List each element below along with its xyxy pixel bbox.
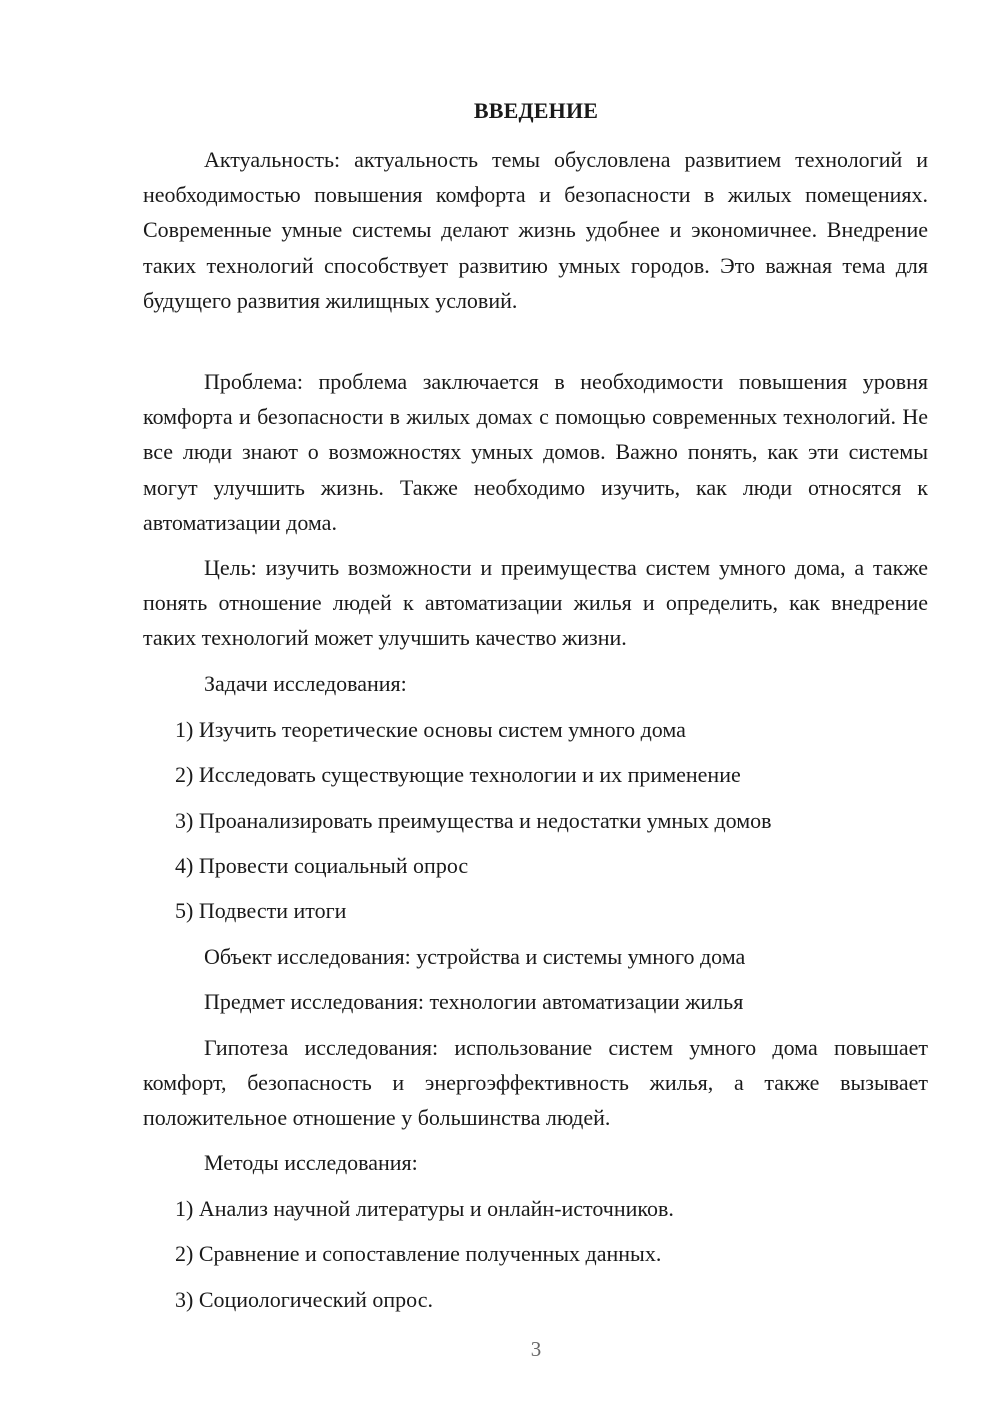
task-item: 5) Подвести итоги	[175, 898, 347, 923]
goal-paragraph: Цель: изучить возможности и преимущества систем умного дома, а также понять отношение людей к автоматизации жилья и определить, как внедрение таких технологий может улучшить качество жизни.	[143, 555, 928, 651]
page-number: 3	[530, 1337, 542, 1361]
task-item: 3) Проанализировать преимущества и недостатки умных домов	[175, 808, 772, 833]
method-item: 3) Социологический опрос.	[175, 1287, 433, 1312]
task-item: 1) Изучить теоретические основы систем умного дома	[175, 717, 686, 742]
methods-heading: Методы исследования:	[204, 1150, 418, 1175]
relevance-paragraph: Актуальность: актуальность темы обусловлена развитием технологий и необходимостью повышения комфорта и безопасности в жилых помещениях. Современные умные системы делают жизнь удобнее и экономичнее. Внедрение таких технологий способствует развитию умных городов. Это важная тема для будущего развития жилищных условий.	[143, 147, 928, 313]
method-item: 1) Анализ научной литературы и онлайн-источников.	[175, 1196, 674, 1221]
method-item: 2) Сравнение и сопоставление полученных данных.	[175, 1241, 662, 1266]
problem-paragraph: Проблема: проблема заключается в необходимости повышения уровня комфорта и безопасности в жилых домах с помощью современных технологий. Не все люди знают о возможностях умных домов. Важно понять, как эти системы могут улучшить жизнь. Также необходимо изучить, как люди относятся к автоматизации дома.	[143, 369, 928, 535]
subject-line: Предмет исследования: технологии автоматизации жилья	[204, 989, 744, 1014]
hypothesis-paragraph: Гипотеза исследования: использование систем умного дома повышает комфорт, безопасность и энергоэффективность жилья, а также вызывает положительное отношение у большинства людей.	[143, 1035, 928, 1131]
section-title: ВВЕДЕНИЕ	[473, 98, 599, 123]
task-item: 2) Исследовать существующие технологии и их применение	[175, 762, 741, 787]
task-item: 4) Провести социальный опрос	[175, 853, 469, 878]
tasks-heading: Задачи исследования:	[204, 671, 407, 696]
object-line: Объект исследования: устройства и системы умного дома	[204, 944, 746, 969]
